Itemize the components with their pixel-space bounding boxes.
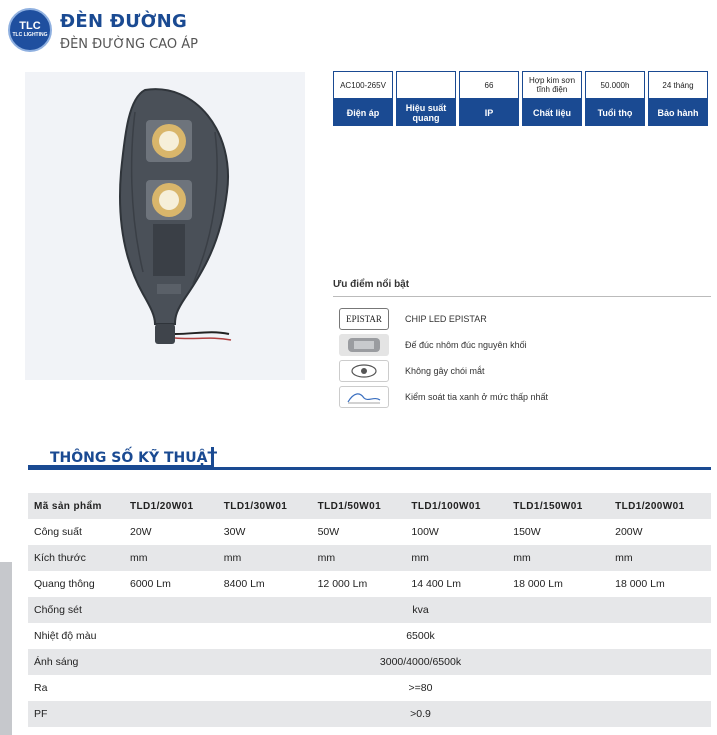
spec-value: 66 [459,71,519,99]
table-cell: mm [609,545,711,571]
table-cell: 20W [130,526,152,538]
table-row [28,623,711,649]
table-header-cell: TLD1/50W01 [312,493,406,519]
table-cell: Quang thông [34,578,95,590]
side-strip [0,562,12,735]
divider [333,296,711,297]
table-header-cell: TLD1/150W01 [507,493,609,519]
spec-value: AC100-265V [333,71,393,99]
advantage-text: CHIP LED EPISTAR [405,314,487,324]
table-cell: mm [124,545,218,571]
table-cell: mm [218,545,312,571]
table-row [28,597,711,623]
table-cell: >0.9 [124,701,711,727]
spec-label: Điện áp [333,99,393,126]
table-header-row [28,493,711,519]
table-cell: Chống sét [28,597,124,623]
logo-text: TLC [19,20,41,32]
spec-lifetime [585,71,645,126]
section-title: THÔNG SỐ KỸ THUẬT [50,450,217,466]
table-cell: >=80 [408,682,433,694]
logo-subtext: TLC LIGHTING [12,32,48,38]
table-row [28,571,711,597]
table-cell: mm [507,545,609,571]
table-cell: 150W [513,526,541,538]
advantage-text: Không gây chói mắt [405,366,485,376]
spec-warranty [648,71,708,126]
table-cell: PF [28,701,124,727]
table-cell: Ánh sáng [28,649,124,675]
advantage-item [339,308,709,330]
spec-ip [459,71,519,126]
spec-efficiency [396,71,456,126]
eye-icon [339,360,389,382]
table-cell: 14 400 Lm [411,578,462,590]
table-header-cell: TLD1/200W01 [609,493,711,519]
blue-light-chart-icon [339,386,389,408]
advantage-item [339,386,709,408]
spec-value: Hợp kim sơn tĩnh điện [522,71,582,99]
spec-table [28,493,711,727]
spec-value [396,71,456,99]
section-underline [28,467,711,470]
table-header-cell: TLD1/30W01 [218,493,312,519]
table-cell: Nhiệt độ màu [34,630,97,642]
table-cell: Ra [34,682,48,694]
spec-material [522,71,582,126]
table-cell: 6500k [406,630,435,642]
advantage-text: Đế đúc nhôm đúc nguyên khối [405,340,527,350]
table-cell: 18 000 Lm [615,578,665,590]
table-cell: mm [312,545,406,571]
table-cell: 3000/4000/6500k [124,649,711,675]
spec-voltage [333,71,393,126]
table-row [28,701,711,727]
spec-label: Bảo hành [648,99,708,126]
spec-label: Chất liệu [522,99,582,126]
spec-value: 50.000h [585,71,645,99]
page-subtitle: ĐÈN ĐƯỜNG CAO ÁP [60,37,199,52]
advantages-title: Ưu điểm nổi bật [333,279,410,290]
table-cell: 30W [223,526,246,538]
page-title: ĐÈN ĐƯỜNG [60,11,188,32]
advantage-text: Kiểm soát tia xanh ở mức thấp nhất [405,392,548,402]
table-header-cell: TLD1/100W01 [405,493,507,519]
spec-label: Tuổi thọ [585,99,645,126]
table-row [28,649,711,675]
table-cell: 8400 Lm [223,578,265,590]
table-header-cell: TLD1/20W01 [124,493,218,519]
epistar-logo-icon [339,308,389,330]
table-cell: mm [405,545,507,571]
table-cell: 6000 Lm [130,578,171,590]
table-row [28,675,711,701]
spec-label: IP [459,99,519,126]
table-cell: 100W [411,526,439,538]
table-header-cell: Mã sản phẩm [28,493,124,519]
spec-label: Hiệu suất quang [396,99,456,126]
table-cell: 50W [317,526,340,538]
table-cell: Công suất [34,526,82,538]
table-cell: kva [124,597,711,623]
advantage-item [339,360,709,382]
product-image [25,72,305,380]
table-cell: 12 000 Lm [317,578,368,590]
table-cell: 200W [615,526,643,538]
company-logo [8,8,52,52]
spec-value: 24 tháng [648,71,708,99]
advantage-item [339,334,709,356]
street-light-illustration [25,72,305,380]
table-row [28,545,711,571]
table-row [28,519,711,545]
table-cell: Kích thước [28,545,124,571]
epistar-logo-text: EPISTAR [346,314,382,324]
aluminum-housing-icon [339,334,389,356]
table-cell: 18 000 Lm [513,578,563,590]
